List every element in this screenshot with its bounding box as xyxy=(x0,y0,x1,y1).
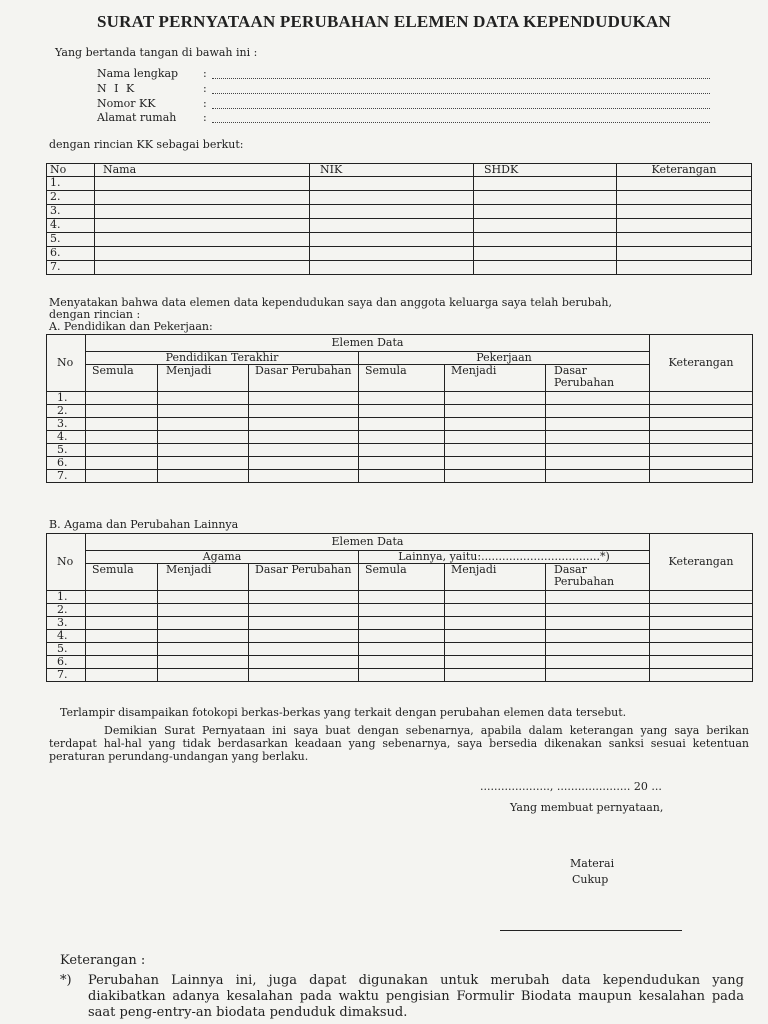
table-cell[interactable] xyxy=(445,669,546,682)
table-cell[interactable] xyxy=(249,630,359,643)
table-cell[interactable] xyxy=(359,669,445,682)
table-cell[interactable] xyxy=(158,617,249,630)
table-cell[interactable] xyxy=(617,233,752,247)
table-cell[interactable] xyxy=(95,261,310,275)
subheader-semula: Semula xyxy=(359,564,445,591)
table-cell[interactable] xyxy=(546,405,650,418)
table-cell[interactable] xyxy=(86,405,158,418)
subheader-menjadi: Menjadi xyxy=(158,564,249,591)
table-cell[interactable] xyxy=(474,219,617,233)
table-cell[interactable] xyxy=(158,591,249,604)
table-cell[interactable] xyxy=(86,591,158,604)
table-cell[interactable] xyxy=(158,669,249,682)
row-number: 4. xyxy=(47,219,95,233)
table-row xyxy=(47,261,752,275)
table-cell[interactable] xyxy=(249,405,359,418)
alamat-field[interactable] xyxy=(212,111,710,123)
field-label-nik: N I K xyxy=(97,82,137,95)
table-cell[interactable] xyxy=(650,470,753,483)
table-cell[interactable] xyxy=(86,630,158,643)
table-cell[interactable] xyxy=(546,418,650,431)
table-cell[interactable] xyxy=(158,444,249,457)
table-row xyxy=(47,591,753,604)
table-cell[interactable] xyxy=(546,457,650,470)
table-cell[interactable] xyxy=(546,392,650,405)
table-cell[interactable] xyxy=(249,669,359,682)
header-elemen-data: Elemen Data xyxy=(86,534,650,551)
table-row xyxy=(47,470,753,483)
subheader-dasar-perubahan: Dasar Perubahan xyxy=(249,564,359,591)
table-cell[interactable] xyxy=(95,205,310,219)
table-row xyxy=(47,418,753,431)
table-cell[interactable] xyxy=(310,233,474,247)
kk-header-shdk: SHDK xyxy=(474,164,617,177)
table-cell[interactable] xyxy=(359,405,445,418)
subheader-menjadi: Menjadi xyxy=(445,365,546,392)
table-cell[interactable] xyxy=(359,643,445,656)
table-row xyxy=(47,630,753,643)
table-cell[interactable] xyxy=(310,191,474,205)
header-no: No xyxy=(47,534,86,591)
kk-header-nik: NIK xyxy=(310,164,474,177)
table-cell[interactable] xyxy=(617,177,752,191)
table-cell[interactable] xyxy=(445,405,546,418)
subheader-dasar-perubahan: Dasar Perubahan xyxy=(546,564,650,591)
place-date[interactable]: ...................., ..................... 20 ... xyxy=(480,780,662,793)
subheader-semula: Semula xyxy=(359,365,445,392)
table-cell[interactable] xyxy=(445,392,546,405)
section-b-title: B. Agama dan Perubahan Lainnya xyxy=(49,518,239,531)
header-agama: Agama xyxy=(86,551,359,564)
header-keterangan: Keterangan xyxy=(650,534,753,591)
field-sep: : xyxy=(203,97,207,110)
table-cell[interactable] xyxy=(158,630,249,643)
row-number: 5. xyxy=(47,643,86,656)
table-cell[interactable] xyxy=(359,630,445,643)
section-a-title: A. Pendidikan dan Pekerjaan: xyxy=(49,320,213,333)
table-cell[interactable] xyxy=(474,247,617,261)
table-cell[interactable] xyxy=(86,444,158,457)
table-cell[interactable] xyxy=(445,418,546,431)
subheader-dasar-perubahan: Dasar Perubahan xyxy=(249,365,359,392)
table-cell[interactable] xyxy=(474,261,617,275)
table-row xyxy=(47,392,753,405)
table-cell[interactable] xyxy=(650,457,753,470)
table-cell[interactable] xyxy=(86,392,158,405)
nomor-kk-field[interactable] xyxy=(212,97,710,109)
field-sep: : xyxy=(203,111,207,124)
table-cell[interactable] xyxy=(86,604,158,617)
table-cell[interactable] xyxy=(546,617,650,630)
table-cell[interactable] xyxy=(158,604,249,617)
declaration-text: Demikian Surat Pernyataan ini saya buat dengan sebenarnya, apabila dalam keterangan yang saya berikan terdapat hal-hal yang tidak berdasarkan keadaan yang sebenarnya, saya bersedia dikenakan sanksi sesuai ketentuan peraturan perundang-undangan yang berlaku. xyxy=(49,724,749,763)
document-title: SURAT PERNYATAAN PERUBAHAN ELEMEN DATA KEPENDUDUKAN xyxy=(97,12,671,31)
row-number: 2. xyxy=(47,405,86,418)
attachment-text: Terlampir disampaikan fotokopi berkas-berkas yang terkait dengan perubahan elemen data tersebut. xyxy=(60,706,627,719)
table-cell[interactable] xyxy=(359,392,445,405)
kk-intro: dengan rincian KK sebagai berkut: xyxy=(49,138,244,151)
table-cell[interactable] xyxy=(95,191,310,205)
table-cell[interactable] xyxy=(158,656,249,669)
table-cell[interactable] xyxy=(617,219,752,233)
table-cell[interactable] xyxy=(95,247,310,261)
table-cell[interactable] xyxy=(546,669,650,682)
table-cell[interactable] xyxy=(650,630,753,643)
table-cell[interactable] xyxy=(650,418,753,431)
statement-line-2: dengan rincian : xyxy=(49,308,141,321)
table-cell[interactable] xyxy=(617,191,752,205)
table-cell[interactable] xyxy=(546,643,650,656)
table-row xyxy=(47,669,753,682)
table-cell[interactable] xyxy=(445,617,546,630)
row-number: 3. xyxy=(47,418,86,431)
kk-table xyxy=(46,163,752,275)
signer-label: Yang membuat pernyataan, xyxy=(510,801,664,814)
nama-field[interactable] xyxy=(212,67,710,79)
section-b-table xyxy=(46,533,753,682)
table-cell[interactable] xyxy=(546,431,650,444)
table-cell[interactable] xyxy=(86,431,158,444)
kk-header-keterangan: Keterangan xyxy=(617,164,752,177)
section-b-rows xyxy=(47,591,753,682)
row-number: 7. xyxy=(47,261,95,275)
field-label-nama: Nama lengkap xyxy=(97,67,179,80)
table-cell[interactable] xyxy=(445,604,546,617)
table-cell[interactable] xyxy=(546,630,650,643)
table-cell[interactable] xyxy=(249,444,359,457)
table-cell[interactable] xyxy=(249,591,359,604)
subheader-menjadi: Menjadi xyxy=(445,564,546,591)
row-number: 3. xyxy=(47,617,86,630)
table-cell[interactable] xyxy=(249,470,359,483)
table-cell[interactable] xyxy=(474,205,617,219)
table-cell[interactable] xyxy=(86,457,158,470)
table-cell[interactable] xyxy=(359,431,445,444)
table-cell[interactable] xyxy=(249,431,359,444)
table-cell[interactable] xyxy=(546,591,650,604)
table-cell[interactable] xyxy=(445,591,546,604)
table-cell[interactable] xyxy=(95,233,310,247)
table-cell[interactable] xyxy=(86,669,158,682)
table-row xyxy=(47,177,752,191)
table-cell[interactable] xyxy=(310,261,474,275)
table-cell[interactable] xyxy=(158,643,249,656)
table-cell[interactable] xyxy=(617,247,752,261)
table-cell[interactable] xyxy=(650,656,753,669)
row-number: 2. xyxy=(47,191,95,205)
table-row xyxy=(47,457,753,470)
note-text: Perubahan Lainnya ini, juga dapat digunakan untuk merubah data kependudukan yang diakibatkan adanya kesalahan pada waktu pengisian Formulir Biodata maupun kesalahan pada saat peng-entry-an biodata penduduk dimaksud. xyxy=(88,973,744,1020)
table-cell[interactable] xyxy=(445,656,546,669)
table-cell[interactable] xyxy=(445,643,546,656)
nik-field[interactable] xyxy=(212,82,710,94)
kk-header-nama: Nama xyxy=(95,164,310,177)
header-elemen-data: Elemen Data xyxy=(86,335,650,352)
statement-line-1: Menyatakan bahwa data elemen data kependudukan saya dan anggota keluarga saya telah berubah, xyxy=(49,296,612,309)
table-cell[interactable] xyxy=(95,177,310,191)
subheader-semula: Semula xyxy=(86,365,158,392)
table-cell[interactable] xyxy=(359,470,445,483)
table-row xyxy=(47,643,753,656)
table-cell[interactable] xyxy=(650,591,753,604)
table-cell[interactable] xyxy=(249,392,359,405)
table-cell[interactable] xyxy=(359,457,445,470)
table-row xyxy=(47,219,752,233)
table-cell[interactable] xyxy=(249,656,359,669)
table-cell[interactable] xyxy=(249,457,359,470)
table-cell[interactable] xyxy=(445,457,546,470)
header-lainnya: Lainnya, yaitu:..................................*) xyxy=(359,551,650,564)
table-cell[interactable] xyxy=(95,219,310,233)
table-row xyxy=(47,233,752,247)
row-number: 1. xyxy=(47,591,86,604)
table-cell[interactable] xyxy=(310,205,474,219)
table-row xyxy=(47,656,753,669)
table-cell[interactable] xyxy=(86,617,158,630)
table-cell[interactable] xyxy=(445,470,546,483)
table-row xyxy=(47,205,752,219)
table-cell[interactable] xyxy=(650,604,753,617)
header-pekerjaan: Pekerjaan xyxy=(359,352,650,365)
table-cell[interactable] xyxy=(249,643,359,656)
table-row xyxy=(47,444,753,457)
table-cell[interactable] xyxy=(249,418,359,431)
field-label-alamat: Alamat rumah xyxy=(97,111,177,124)
row-number: 4. xyxy=(47,630,86,643)
intro-text: Yang bertanda tangan di bawah ini : xyxy=(55,46,258,59)
table-cell[interactable] xyxy=(546,604,650,617)
table-cell[interactable] xyxy=(445,431,546,444)
table-cell[interactable] xyxy=(86,470,158,483)
row-number: 1. xyxy=(47,392,86,405)
subheader-semula: Semula xyxy=(86,564,158,591)
row-number: 3. xyxy=(47,205,95,219)
table-cell[interactable] xyxy=(310,219,474,233)
table-cell[interactable] xyxy=(310,177,474,191)
row-number: 5. xyxy=(47,233,95,247)
notes-title: Keterangan : xyxy=(60,953,146,968)
table-cell[interactable] xyxy=(86,643,158,656)
table-cell[interactable] xyxy=(474,177,617,191)
table-cell[interactable] xyxy=(546,656,650,669)
table-row xyxy=(47,604,753,617)
field-label-kk: Nomor KK xyxy=(97,97,156,110)
table-cell[interactable] xyxy=(158,457,249,470)
table-cell[interactable] xyxy=(359,604,445,617)
header-pendidikan: Pendidikan Terakhir xyxy=(86,352,359,365)
table-cell[interactable] xyxy=(249,604,359,617)
row-number: 6. xyxy=(47,656,86,669)
table-cell[interactable] xyxy=(359,591,445,604)
subheader-menjadi: Menjadi xyxy=(158,365,249,392)
materai-label: Materai xyxy=(570,857,615,870)
row-number: 6. xyxy=(47,247,95,261)
kk-header-no: No xyxy=(47,164,95,177)
table-cell[interactable] xyxy=(310,247,474,261)
table-cell[interactable] xyxy=(650,669,753,682)
table-cell[interactable] xyxy=(359,617,445,630)
table-cell[interactable] xyxy=(650,617,753,630)
row-number: 7. xyxy=(47,669,86,682)
table-cell[interactable] xyxy=(474,191,617,205)
table-cell[interactable] xyxy=(158,470,249,483)
table-cell[interactable] xyxy=(158,418,249,431)
table-cell[interactable] xyxy=(617,261,752,275)
table-cell[interactable] xyxy=(359,418,445,431)
table-cell[interactable] xyxy=(158,392,249,405)
table-cell[interactable] xyxy=(650,392,753,405)
table-cell[interactable] xyxy=(650,444,753,457)
section-a-rows xyxy=(47,392,753,483)
table-row xyxy=(47,617,753,630)
table-cell[interactable] xyxy=(86,656,158,669)
table-cell[interactable] xyxy=(158,431,249,444)
field-sep: : xyxy=(203,82,207,95)
header-no: No xyxy=(47,335,86,392)
table-row xyxy=(47,247,752,261)
field-sep: : xyxy=(203,67,207,80)
row-number: 6. xyxy=(47,457,86,470)
table-cell[interactable] xyxy=(650,431,753,444)
table-cell[interactable] xyxy=(546,470,650,483)
table-cell[interactable] xyxy=(86,418,158,431)
table-cell[interactable] xyxy=(359,444,445,457)
materai-label-2: Cukup xyxy=(572,873,609,886)
table-cell[interactable] xyxy=(359,656,445,669)
table-row xyxy=(47,405,753,418)
table-row xyxy=(47,431,753,444)
row-number: 7. xyxy=(47,470,86,483)
signature-line[interactable] xyxy=(500,930,682,931)
table-cell[interactable] xyxy=(650,643,753,656)
note-marker: *) xyxy=(60,973,72,988)
table-cell[interactable] xyxy=(546,444,650,457)
row-number: 2. xyxy=(47,604,86,617)
table-cell[interactable] xyxy=(445,630,546,643)
table-cell[interactable] xyxy=(445,444,546,457)
table-cell[interactable] xyxy=(249,617,359,630)
row-number: 1. xyxy=(47,177,95,191)
table-cell[interactable] xyxy=(650,405,753,418)
table-cell[interactable] xyxy=(474,233,617,247)
row-number: 5. xyxy=(47,444,86,457)
row-number: 4. xyxy=(47,431,86,444)
table-cell[interactable] xyxy=(617,205,752,219)
table-row xyxy=(47,191,752,205)
section-a-table xyxy=(46,334,753,483)
table-cell[interactable] xyxy=(158,405,249,418)
header-keterangan: Keterangan xyxy=(650,335,753,392)
subheader-dasar-perubahan: Dasar Perubahan xyxy=(546,365,650,392)
